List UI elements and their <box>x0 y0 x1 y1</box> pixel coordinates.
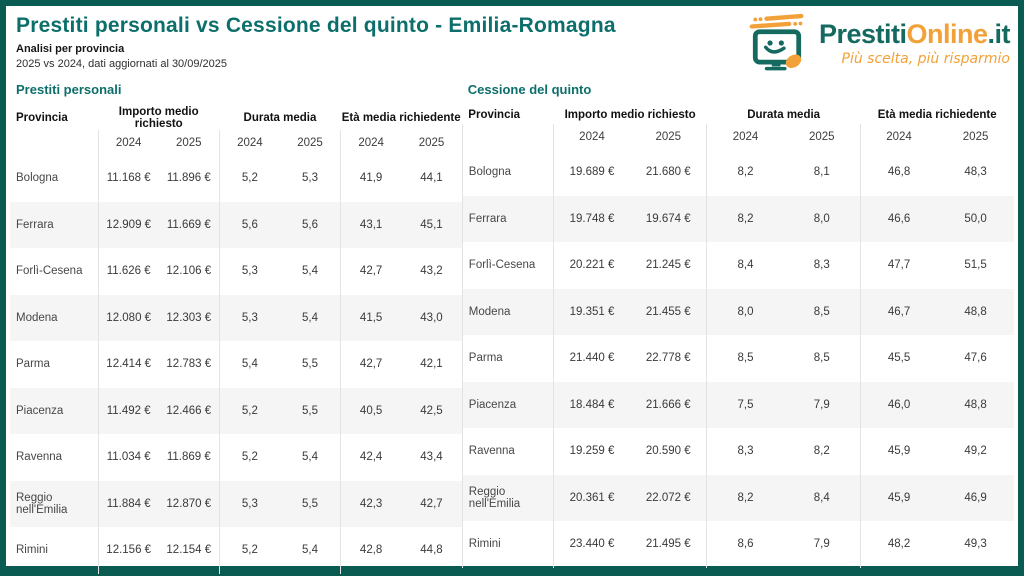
value-cell: 48,8 <box>964 398 987 411</box>
page-subtitle: Analisi per provincia <box>16 43 125 55</box>
value-cell: 5,2 <box>219 527 280 574</box>
table-row <box>10 434 462 481</box>
value-cell: 42,7 <box>341 248 402 295</box>
value-cell: 20.590 € <box>645 445 691 458</box>
value-cell: 22.072 € <box>645 491 691 504</box>
value-cell: 7,9 <box>813 398 830 411</box>
value-cell: 5,4 <box>219 341 280 388</box>
value-cell: 8,2 <box>813 445 830 458</box>
column-header-importo: Importo medio richiesto <box>564 109 696 121</box>
value-cell: 41,9 <box>341 155 402 202</box>
table-row <box>10 341 462 388</box>
column-header-provincia: Provincia <box>16 112 68 124</box>
value-cell: 12.466 € <box>166 404 212 417</box>
value-cell: 48,2 <box>860 521 937 568</box>
value-cell: 46,0 <box>860 382 937 429</box>
value-cell: 42,3 <box>341 481 402 528</box>
value-cell: 11.884 € <box>98 481 159 528</box>
value-cell: 12.080 € <box>98 295 159 342</box>
value-cell: 8,0 <box>707 289 784 336</box>
value-cell: 44,8 <box>420 544 443 557</box>
column-header-provincia: Provincia <box>468 109 521 121</box>
value-cell: 5,6 <box>302 218 318 231</box>
value-cell: 5,4 <box>302 311 318 324</box>
value-cell: 42,5 <box>420 404 443 417</box>
value-cell: 42,1 <box>420 358 443 371</box>
province-cell: Reggio nell'Emilia <box>16 491 68 516</box>
group-header-row <box>10 106 462 130</box>
value-cell: 5,4 <box>302 451 318 464</box>
value-cell: 49,3 <box>964 538 987 551</box>
province-cell: Parma <box>16 358 50 371</box>
value-cell: 12.154 € <box>166 544 212 557</box>
value-cell: 12.909 € <box>98 202 159 249</box>
value-cell: 46,8 <box>860 149 937 196</box>
province-cell: Ferrara <box>462 196 553 243</box>
value-cell: 20.221 € <box>553 242 630 289</box>
province-cell: Parma <box>462 335 553 382</box>
value-cell: 8,5 <box>813 352 830 365</box>
year-header-2024: 2024 <box>98 130 159 155</box>
table-row <box>462 335 1014 382</box>
page <box>6 6 1018 566</box>
table-row <box>10 248 462 295</box>
table-row <box>462 475 1014 522</box>
province-cell: Rimini <box>16 544 48 557</box>
value-cell: 43,2 <box>420 265 443 278</box>
value-cell: 11.869 € <box>166 451 211 464</box>
value-cell: 8,3 <box>707 428 784 475</box>
value-cell: 46,7 <box>860 289 937 336</box>
value-cell: 41,5 <box>341 295 402 342</box>
table-row <box>462 149 1014 196</box>
table-row <box>462 521 1014 568</box>
value-cell: 8,2 <box>707 196 784 243</box>
brand-logo <box>744 10 1010 76</box>
value-cell: 21.495 € <box>645 538 691 551</box>
table-row <box>462 242 1014 289</box>
table-row <box>10 202 462 249</box>
value-cell: 7,9 <box>813 538 830 551</box>
section-title-prestiti: Prestiti personali <box>16 82 122 97</box>
province-cell: Piacenza <box>16 404 64 417</box>
table-row <box>462 289 1014 336</box>
value-cell: 8,2 <box>707 149 784 196</box>
value-cell: 11.626 € <box>98 248 159 295</box>
value-cell: 5,5 <box>302 358 318 371</box>
empty-header-cell <box>462 124 553 149</box>
table-row <box>10 527 462 574</box>
province-cell: Ravenna <box>462 428 553 475</box>
value-cell: 5,4 <box>302 544 318 557</box>
value-cell: 19.748 € <box>553 196 630 243</box>
value-cell: 11.492 € <box>98 388 159 435</box>
empty-header-cell <box>10 130 98 155</box>
province-cell: Modena <box>16 311 58 324</box>
table-row <box>10 388 462 435</box>
value-cell: 45,9 <box>860 428 937 475</box>
mascot-monitor-icon <box>744 10 810 76</box>
value-cell: 12.414 € <box>98 341 159 388</box>
value-cell: 5,2 <box>219 388 280 435</box>
value-cell: 47,6 <box>964 352 987 365</box>
brand-part-online: Online <box>906 19 988 49</box>
year-header-2025: 2025 <box>962 130 989 143</box>
value-cell: 19.259 € <box>553 428 630 475</box>
table-row <box>462 382 1014 429</box>
column-header-eta: Età media richiedente <box>877 109 997 121</box>
value-cell: 8,2 <box>707 475 784 522</box>
value-cell: 8,3 <box>813 259 830 272</box>
data-table-cessione <box>462 106 1014 568</box>
value-cell: 12.783 € <box>166 358 212 371</box>
value-cell: 5,6 <box>219 202 280 249</box>
data-table-prestiti <box>10 106 462 574</box>
year-header-2025: 2025 <box>418 136 445 149</box>
table-prestiti-personali <box>10 78 462 574</box>
year-header-2024: 2024 <box>553 124 630 149</box>
value-cell: 46,6 <box>860 196 937 243</box>
value-cell: 21.440 € <box>553 335 630 382</box>
value-cell: 11.168 € <box>98 155 159 202</box>
header <box>16 14 616 70</box>
value-cell: 8,6 <box>707 521 784 568</box>
province-cell: Forlì-Cesena <box>462 242 553 289</box>
value-cell: 51,5 <box>964 259 987 272</box>
group-header-row <box>462 106 1014 124</box>
value-cell: 12.106 € <box>166 265 212 278</box>
brand-name <box>819 19 1010 50</box>
year-header-2025: 2025 <box>297 136 323 149</box>
value-cell: 8,5 <box>707 335 784 382</box>
value-cell: 5,5 <box>302 404 318 417</box>
brand-tagline: Più scelta, più risparmio <box>841 51 1010 67</box>
value-cell: 45,1 <box>420 218 443 231</box>
value-cell: 50,0 <box>964 212 987 225</box>
province-cell: Bologna <box>462 149 553 196</box>
year-header-row <box>462 124 1014 149</box>
page-title: Prestiti personali vs Cessione del quinto - Emilia-Romagna <box>16 14 616 37</box>
province-cell: Forlì-Cesena <box>16 265 83 278</box>
year-header-2025: 2025 <box>175 136 202 149</box>
value-cell: 19.351 € <box>553 289 630 336</box>
value-cell: 5,5 <box>302 497 318 510</box>
value-cell: 19.689 € <box>553 149 630 196</box>
table-cessione-del-quinto <box>462 78 1014 574</box>
value-cell: 42,7 <box>420 497 443 510</box>
value-cell: 18.484 € <box>553 382 630 429</box>
section-title-cessione: Cessione del quinto <box>467 82 592 97</box>
value-cell: 8,1 <box>813 166 830 179</box>
column-header-durata: Durata media <box>747 109 821 121</box>
date-note: 2025 vs 2024, dati aggiornati al 30/09/2025 <box>16 58 227 70</box>
value-cell: 8,4 <box>707 242 784 289</box>
brand-text <box>819 19 1010 67</box>
province-cell: Ferrara <box>16 218 54 231</box>
value-cell: 5,2 <box>219 155 280 202</box>
value-cell: 5,3 <box>219 295 280 342</box>
value-cell: 12.870 € <box>166 497 212 510</box>
value-cell: 8,5 <box>813 305 830 318</box>
value-cell: 21.680 € <box>645 166 691 179</box>
value-cell: 12.156 € <box>98 527 159 574</box>
value-cell: 5,4 <box>302 265 318 278</box>
value-cell: 21.455 € <box>645 305 691 318</box>
value-cell: 45,5 <box>860 335 937 382</box>
value-cell: 48,3 <box>964 166 987 179</box>
year-header-2024: 2024 <box>219 130 280 155</box>
province-cell: Ravenna <box>16 451 63 464</box>
value-cell: 45,9 <box>860 475 937 522</box>
table-row <box>10 295 462 342</box>
column-header-importo: Importo medio richiesto <box>118 106 199 130</box>
value-cell: 21.666 € <box>645 398 691 411</box>
value-cell: 11.034 € <box>98 434 159 481</box>
value-cell: 43,1 <box>341 202 402 249</box>
year-header-2024: 2024 <box>707 124 784 149</box>
value-cell: 5,2 <box>219 434 280 481</box>
value-cell: 5,3 <box>302 172 318 185</box>
value-cell: 7,5 <box>707 382 784 429</box>
province-cell: Bologna <box>16 172 59 185</box>
province-cell: Rimini <box>462 521 553 568</box>
table-row <box>10 155 462 202</box>
value-cell: 42,7 <box>341 341 402 388</box>
table-row <box>462 428 1014 475</box>
value-cell: 5,3 <box>219 248 280 295</box>
value-cell: 47,7 <box>860 242 937 289</box>
value-cell: 11.669 € <box>166 218 211 231</box>
column-header-durata: Durata media <box>243 112 317 124</box>
value-cell: 11.896 € <box>166 172 211 185</box>
value-cell: 40,5 <box>341 388 402 435</box>
province-cell: Piacenza <box>462 382 553 429</box>
year-header-row <box>10 130 462 155</box>
year-header-2025: 2025 <box>808 130 835 143</box>
value-cell: 12.303 € <box>166 311 212 324</box>
value-cell: 44,1 <box>420 172 443 185</box>
value-cell: 22.778 € <box>645 352 691 365</box>
brand-part-prestiti: Prestiti <box>818 19 907 49</box>
value-cell: 21.245 € <box>645 259 691 272</box>
tables-container <box>10 78 1014 574</box>
province-cell: Reggio nell'Emilia <box>462 475 553 522</box>
value-cell: 19.674 € <box>645 212 691 225</box>
table-row <box>10 481 462 528</box>
value-cell: 46,9 <box>964 491 987 504</box>
value-cell: 23.440 € <box>553 521 630 568</box>
value-cell: 43,0 <box>420 311 443 324</box>
year-header-2024: 2024 <box>860 124 937 149</box>
value-cell: 48,8 <box>964 305 987 318</box>
year-header-2025: 2025 <box>655 130 682 143</box>
value-cell: 42,4 <box>341 434 402 481</box>
value-cell: 49,2 <box>964 445 987 458</box>
value-cell: 5,3 <box>219 481 280 528</box>
value-cell: 42,8 <box>341 527 402 574</box>
value-cell: 8,0 <box>813 212 830 225</box>
year-header-2024: 2024 <box>341 130 402 155</box>
table-row <box>462 196 1014 243</box>
value-cell: 8,4 <box>813 491 830 504</box>
column-header-eta: Età media richiedente <box>341 112 461 124</box>
value-cell: 43,4 <box>420 451 443 464</box>
brand-part-it: .it <box>987 19 1010 49</box>
value-cell: 20.361 € <box>553 475 630 522</box>
province-cell: Modena <box>462 289 553 336</box>
